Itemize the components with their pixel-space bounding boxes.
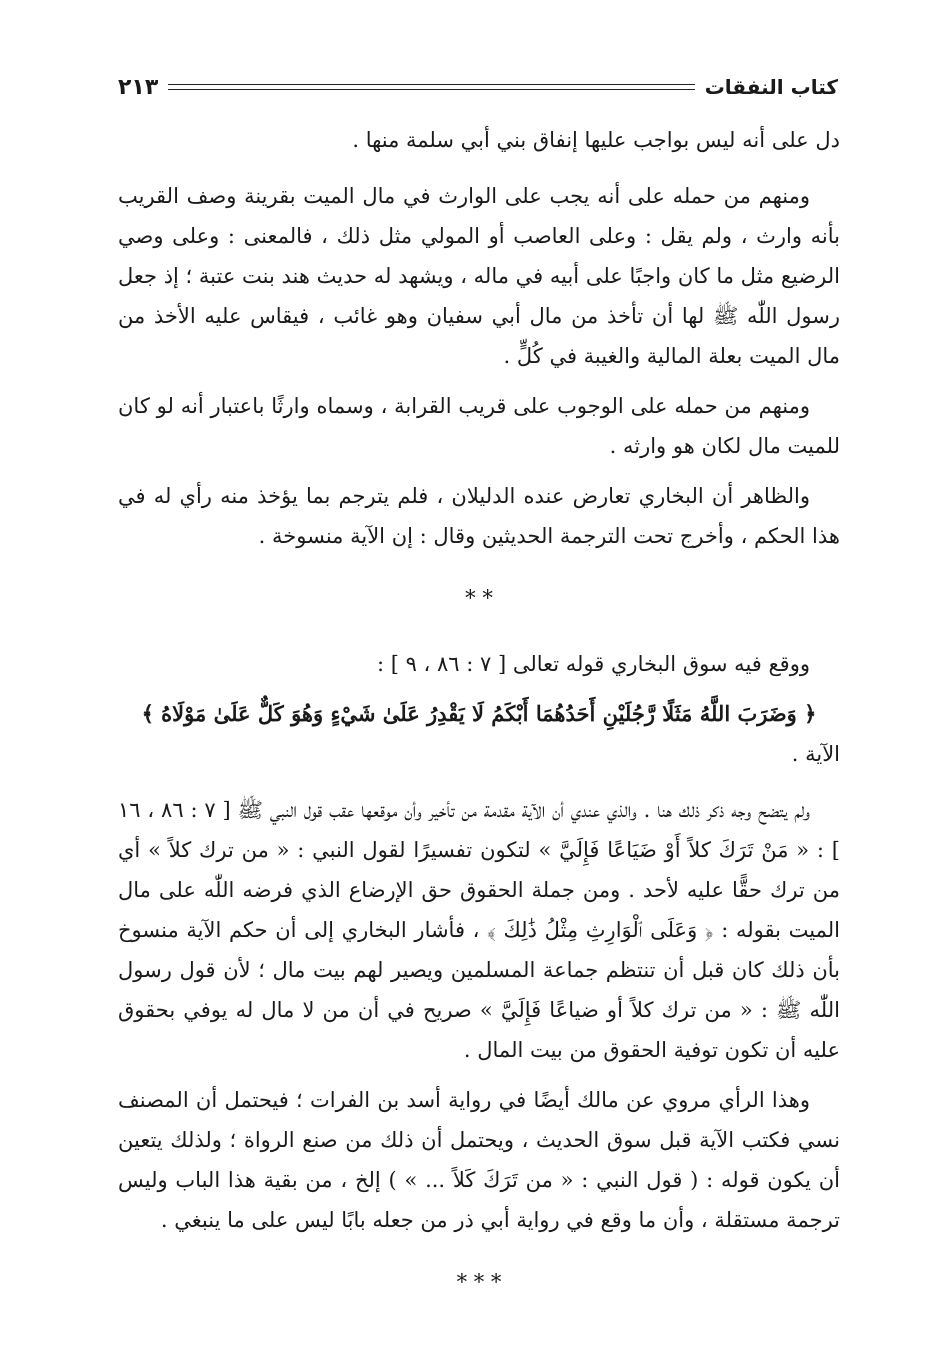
paragraph-3: ومنهم من حمله على الوجوب على قريب القرابة ، وسماه وارثًا باعتبار أنه لو كان للميت مال لكان هو وارثه .: [118, 394, 840, 458]
paragraph-6: الآية .: [791, 742, 840, 766]
paragraph-7: ولم يتضح وجه ذكر ذلك هنا . والذي عندي أن الآية مقدمة من تأخير وأن موقعها عقب قول النبي ﷺ [ ٧ : ٨٦ ، ١٦ ] : « مَنْ تَرَكَ كلاً أَوْ ضَيَاعًا فَإِلَيَّ » لتكون تفسيرًا لقول النبي : « من ترك كلاً » أي من ترك حقًّا عليه لأحد . ومن جملة الحقوق حق الإرضاع الذي فرضه اللّٰه على مال الميت بقوله : ﴿ وَعَلَى ٱلْوَارِثِ مِثْلُ ذَٰلِكَ ﴾ ، فأشار البخاري إلى أن حكم الآية منسوخ بأن ذلك كان قبل أن تنتظم جماعة المسلمين ويصير لهم بيت مال ؛ لأن قول رسول اللّٰه ﷺ : « من ترك كلاً أو ضياعًا فَإِلَيَّ » صريح في أن من لا مال له يوفي بحقوق عليه أن تكون توفية الحقوق من بيت المال .: [118, 798, 840, 1062]
quran-verse: ﴿ وَضَرَبَ اللَّهُ مَثَلًا رَّجُلَيْنِ أَحَدُهُمَا أَبْكَمُ لَا يَقْدِرُ عَلَىٰ شَيْءٍ وَهُوَ كَلٌّ عَلَىٰ مَوْلَاهُ ﴾: [141, 701, 817, 726]
section-divider: * *: [465, 586, 493, 610]
page-number: ٢١٣: [118, 74, 159, 100]
paragraph-4: والظاهر أن البخاري تعارض عنده الدليلان ، فلم يترجم بما يؤخذ منه رأي له في هذا الحكم ، وأخرج تحت الترجمة الحديثين وقال : إن الآية منسوخة .: [118, 484, 840, 548]
paragraph-2: ومنهم من حمله على أنه يجب على الوارث في مال الميت بقرينة وصف القريب بأنه وارث ، ولم يقل : وعلى العاصب أو المولي مثل ذلك ، فالمعنى : وعلى وصي الرضيع مثل ما كان واجبًا على أبيه في ماله ، ويشهد له حديث هند بنت عتبة ؛ إذ جعل رسول اللّٰه ﷺ لها أن تأخذ من مال أبي سفيان وهو غائب ، فيقاس عليه الأخذ من مال الميت بعلة المالية والغيبة في كُلٍّ .: [118, 184, 840, 368]
page-body: [118, 120, 840, 1328]
end-divider: * * *: [456, 1270, 502, 1294]
header-rule: [168, 84, 694, 90]
paragraph-8: وهذا الرأي مروي عن مالك أيضًا في رواية أسد بن الفرات ؛ فيحتمل أن المصنف نسي فكتب الآية قبل سوق الحديث ، ويحتمل أن ذلك من صنع الرواة ؛ ولذلك يتعين أن يكون قوله : ( قول النبي : « من تَرَكَ كَلاً ... » ) إلخ ، من بقية هذا الباب وليس ترجمة مستقلة ، وأن ما وقع في رواية أبي ذر من جعله بابًا ليس على ما ينبغي .: [118, 1088, 841, 1232]
paragraph-1: دل على أنه ليس بواجب عليها إنفاق بني أبي سلمة منها .: [352, 128, 840, 152]
running-header: [118, 72, 838, 102]
chapter-title: كتاب النفقات: [704, 75, 838, 99]
paragraph-5: ووقع فيه سوق البخاري قوله تعالى [ ٧ : ٨٦ ، ٩ ] :: [376, 652, 810, 676]
